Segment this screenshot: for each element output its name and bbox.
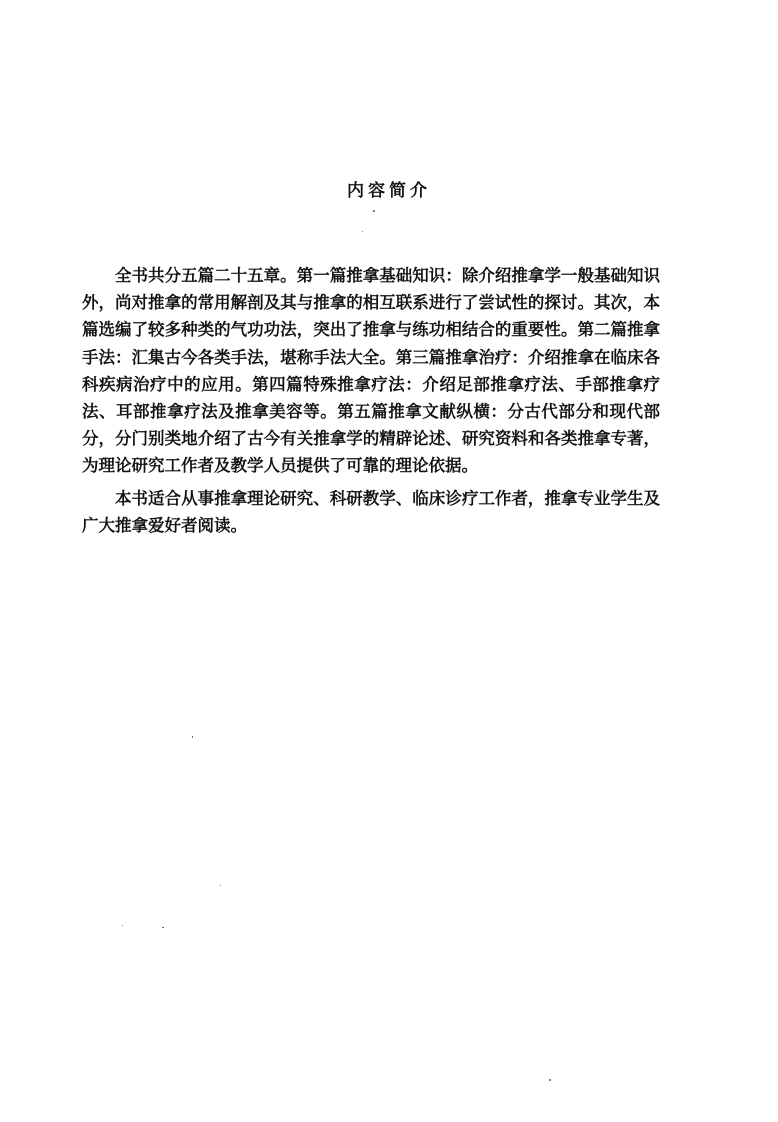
scan-speck bbox=[162, 927, 164, 928]
scan-speck bbox=[549, 1079, 551, 1081]
scan-speck bbox=[362, 231, 363, 232]
scan-speck bbox=[220, 885, 221, 886]
scan-speck bbox=[373, 210, 375, 212]
summary-body bbox=[82, 262, 660, 544]
summary-paragraph-1: 全书共分五篇二十五章。第一篇推拿基础知识：除介绍推拿学一般基础知识外，尚对推拿的常用解剖及其与推拿的相互联系进行了尝试性的探讨。其次，本篇选编了较多种类的气功功法，突出了推拿与练功相结合的重要性。第二篇推拿手法：汇集古今各类手法，堪称手法大全。第三篇推拿治疗：介绍推拿在临床各科疾病治疗中的应用。第四篇特殊推拿疗法：介绍足部推拿疗法、手部推拿疗法、耳部推拿疗法及推拿美容等。第五篇推拿文献纵横：分古代部分和现代部分，分门别类地介绍了古今有关推拿学的精辟论述、研究资料和各类推拿专著，为理论研究工作者及教学人员提供了可靠的理论依据。 bbox=[82, 266, 660, 476]
page-title: 内容简介 bbox=[347, 181, 431, 201]
summary-paragraph-2: 本书适合从事推拿理论研究、科研教学、临床诊疗工作者，推拿专业学生及广大推拿爱好者阅读。 bbox=[82, 488, 660, 535]
scan-speck bbox=[192, 736, 193, 738]
scan-speck bbox=[122, 925, 123, 926]
